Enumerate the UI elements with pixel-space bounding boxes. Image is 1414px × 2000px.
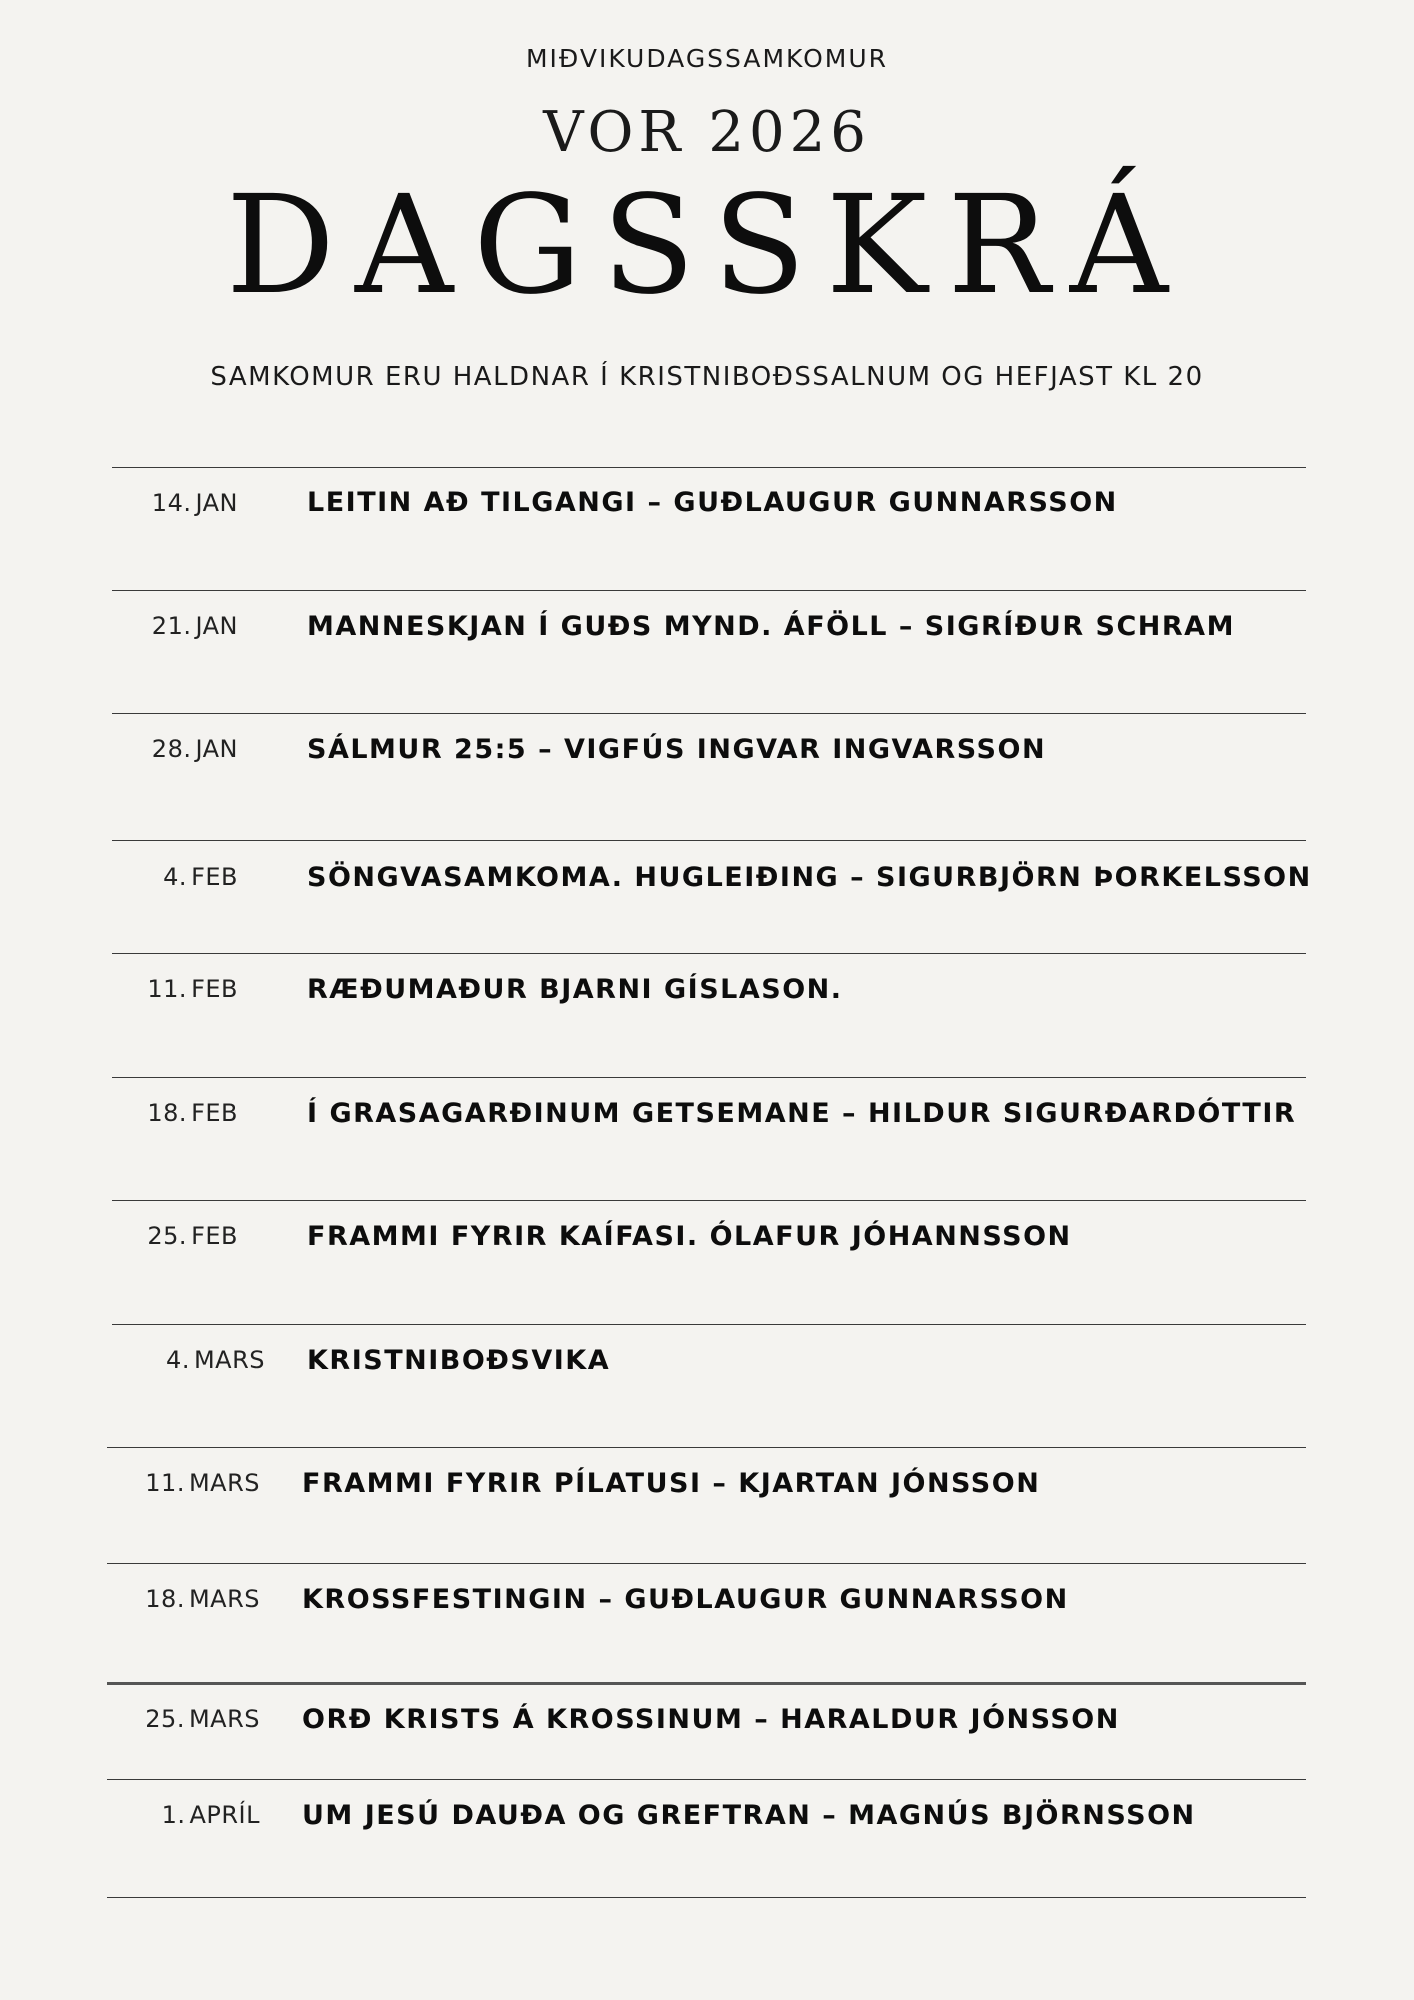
row-divider: [107, 1897, 1306, 1898]
event-title: KROSSFESTINGIN – GUÐLAUGUR GUNNARSSON: [302, 1584, 1069, 1615]
event-title: RÆÐUMAÐUR BJARNI GÍSLASON.: [307, 974, 843, 1005]
event-title: KRISTNIBOÐSVIKA: [307, 1345, 611, 1376]
event-date: 14. JAN: [151, 489, 238, 517]
row-divider: [107, 1447, 1306, 1448]
event-title: UM JESÚ DAUÐA OG GREFTRAN – MAGNÚS BJÖRNSSON: [302, 1800, 1196, 1831]
row-divider: [112, 1324, 1306, 1325]
season-label: VOR 2026: [543, 100, 871, 165]
event-title: MANNESKJAN Í GUÐS MYND. ÁFÖLL – SIGRÍÐUR SCHRAM: [307, 611, 1235, 642]
event-date: 21. JAN: [151, 612, 238, 640]
row-divider: [112, 713, 1306, 714]
event-date: 4. MARS: [166, 1346, 265, 1374]
event-date: 25. MARS: [145, 1705, 260, 1733]
row-divider: [107, 1563, 1306, 1564]
row-divider: [112, 467, 1306, 468]
event-date: 18. MARS: [145, 1585, 260, 1613]
row-divider: [112, 1077, 1306, 1078]
event-title: SÖNGVASAMKOMA. HUGLEIÐING – SIGURBJÖRN ÞORKELSSON: [307, 862, 1312, 893]
row-divider: [112, 840, 1306, 841]
eyebrow-label: MIÐVIKUDAGSSAMKOMUR: [525, 44, 889, 73]
row-divider: [107, 1779, 1306, 1780]
row-divider: [112, 1200, 1306, 1201]
event-title: ORÐ KRISTS Á KROSSINUM – HARALDUR JÓNSSON: [302, 1704, 1120, 1735]
event-title: LEITIN AÐ TILGANGI – GUÐLAUGUR GUNNARSSON: [307, 487, 1118, 518]
row-divider: [112, 590, 1306, 591]
event-date: 11. FEB: [147, 975, 238, 1003]
event-date: 28. JAN: [151, 735, 238, 763]
venue-subtitle: SAMKOMUR ERU HALDNAR Í KRISTNIBOÐSSALNUM OG HEFJAST KL 20: [210, 362, 1204, 392]
event-date: 1. APRÍL: [161, 1801, 260, 1829]
event-date: 18. FEB: [147, 1099, 238, 1127]
event-date: 11. MARS: [145, 1469, 260, 1497]
event-title: SÁLMUR 25:5 – VIGFÚS INGVAR INGVARSSON: [307, 734, 1047, 765]
row-divider: [112, 953, 1306, 954]
event-date: 4. FEB: [163, 863, 238, 891]
event-title: Í GRASAGARÐINUM GETSEMANE – HILDUR SIGURÐARDÓTTIR: [307, 1098, 1297, 1129]
event-title: FRAMMI FYRIR KAÍFASI. ÓLAFUR JÓHANNSSON: [307, 1221, 1072, 1252]
event-date: 25. FEB: [147, 1222, 238, 1250]
page-title: DAGSSKRÁ: [225, 167, 1189, 325]
row-divider: [107, 1682, 1306, 1685]
event-title: FRAMMI FYRIR PÍLATUSI – KJARTAN JÓNSSON: [302, 1468, 1041, 1499]
